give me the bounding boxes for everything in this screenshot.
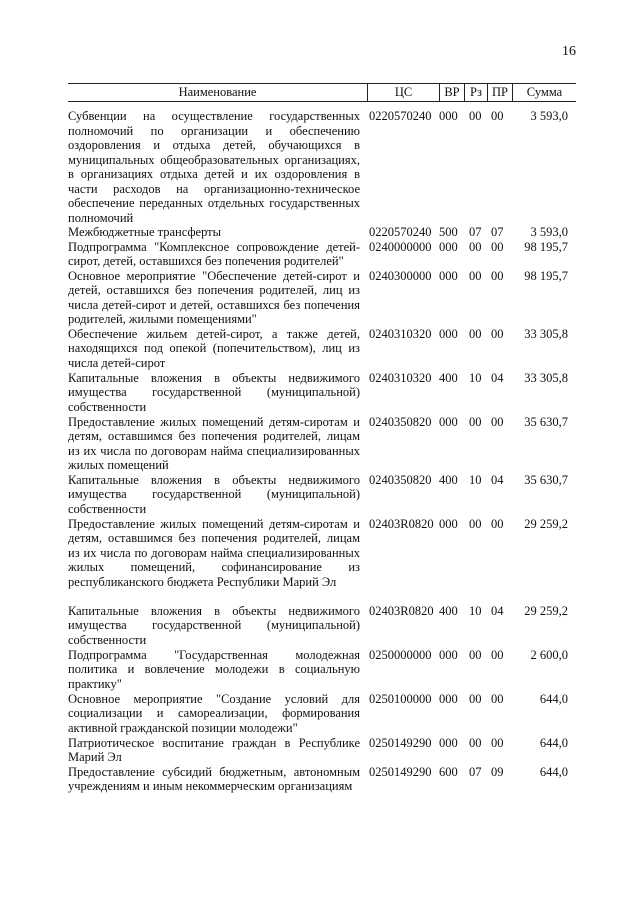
budget-table xyxy=(68,83,576,809)
header-rz: Рз xyxy=(465,84,488,101)
table-row xyxy=(68,473,576,517)
table-row xyxy=(68,517,576,604)
row-cs: 0250149290 xyxy=(369,735,432,750)
row-pr: 09 xyxy=(491,764,504,779)
row-vr: 000 xyxy=(439,647,458,662)
row-sum: 3 593,0 xyxy=(530,109,568,123)
row-cs: 0240350820 xyxy=(369,414,432,429)
row-sum: 33 305,8 xyxy=(524,370,568,385)
row-sum: 29 259,2 xyxy=(524,603,568,618)
table-row xyxy=(68,327,576,371)
row-pr: 00 xyxy=(491,516,504,531)
header-pr: ПР xyxy=(488,84,513,101)
page-number: 16 xyxy=(562,44,576,59)
row-vr: 000 xyxy=(439,414,458,429)
table-row xyxy=(68,269,576,327)
row-rz: 10 xyxy=(469,370,482,385)
row-rz: 00 xyxy=(469,735,482,750)
row-sum: 644,0 xyxy=(539,764,568,779)
row-rz: 07 xyxy=(469,764,482,779)
row-vr: 000 xyxy=(439,239,458,254)
table-row xyxy=(68,225,576,240)
row-rz: 10 xyxy=(469,472,482,487)
row-sum: 35 630,7 xyxy=(524,414,568,429)
row-vr: 400 xyxy=(439,370,458,385)
header-name: Наименование xyxy=(68,84,368,101)
row-cs: 0250000000 xyxy=(369,647,432,662)
row-vr: 400 xyxy=(439,603,458,618)
table-row xyxy=(68,765,576,809)
table-row xyxy=(68,109,576,225)
row-pr: 00 xyxy=(491,239,504,254)
row-cs: 0240310320 xyxy=(369,326,432,341)
row-sum: 98 195,7 xyxy=(524,268,568,283)
table-row xyxy=(68,692,576,736)
row-sum: 35 630,7 xyxy=(524,472,568,487)
row-pr: 00 xyxy=(491,414,504,429)
row-cs: 0240350820 xyxy=(369,472,432,487)
header-sum: Сумма xyxy=(526,85,563,99)
row-name: Основное мероприятие "Создание условий для социализации и самореализации, формирования активной гражданской позиции молодежи" xyxy=(68,691,360,735)
row-vr: 000 xyxy=(439,516,458,531)
row-rz: 10 xyxy=(469,603,482,618)
row-name: Основное мероприятие "Обеспечение детей-сирот и детей, оставшихся без попечения родителей, лиц из числа детей-сирот и детей, оставшихся без попечения родителей, жилыми помещениями" xyxy=(68,268,360,326)
row-name: Межбюджетные трансферты xyxy=(68,225,222,239)
row-sum: 3 593,0 xyxy=(530,225,568,239)
row-cs: 02403R0820 xyxy=(369,516,434,531)
row-pr: 00 xyxy=(491,268,504,283)
row-name: Подпрограмма "Государственная молодежная политика и вовлечение молодежи в социальную практику" xyxy=(68,647,360,691)
table-header xyxy=(68,83,576,102)
row-rz: 00 xyxy=(469,647,482,662)
row-cs: 0240000000 xyxy=(369,239,432,254)
row-name: Обеспечение жильем детей-сирот, а также детей, находящихся под опекой (попечительством), лиц из числа детей-сирот xyxy=(68,326,360,370)
row-cs: 0220570240 xyxy=(369,109,432,123)
row-name: Патриотическое воспитание граждан в Республике Марий Эл xyxy=(68,735,360,764)
row-vr: 600 xyxy=(439,764,458,779)
row-name: Капитальные вложения в объекты недвижимого имущества государственной (муниципальной) собственности xyxy=(68,603,360,647)
header-vr: ВР xyxy=(440,84,465,101)
row-pr: 00 xyxy=(491,691,504,706)
row-sum: 29 259,2 xyxy=(524,516,568,531)
table-row xyxy=(68,736,576,765)
row-cs: 02403R0820 xyxy=(369,603,434,618)
table-row xyxy=(68,415,576,473)
row-pr: 04 xyxy=(491,370,504,385)
row-vr: 000 xyxy=(439,268,458,283)
row-sum: 98 195,7 xyxy=(524,239,568,254)
row-rz: 00 xyxy=(469,239,482,254)
row-rz: 00 xyxy=(469,691,482,706)
row-sum: 33 305,8 xyxy=(524,326,568,341)
row-name: Капитальные вложения в объекты недвижимого имущества государственной (муниципальной) собственности xyxy=(68,370,360,414)
row-cs: 0220570240 xyxy=(369,225,432,239)
row-name: Предоставление субсидий бюджетным, автономным учреждениям и иным некоммерческим организациям xyxy=(68,764,360,793)
row-vr: 000 xyxy=(439,326,458,341)
row-rz: 00 xyxy=(469,326,482,341)
table-row xyxy=(68,648,576,692)
row-rz: 00 xyxy=(469,516,482,531)
row-name: Капитальные вложения в объекты недвижимого имущества государственной (муниципальной) собственности xyxy=(68,472,360,516)
row-pr: 04 xyxy=(491,603,504,618)
row-pr: 00 xyxy=(491,735,504,750)
row-vr: 500 xyxy=(439,225,458,239)
header-cs: ЦС xyxy=(368,84,440,101)
row-rz: 00 xyxy=(469,268,482,283)
table-body xyxy=(68,109,576,809)
row-cs: 0250100000 xyxy=(369,691,432,706)
row-pr: 00 xyxy=(491,647,504,662)
row-pr: 00 xyxy=(491,109,504,123)
row-vr: 000 xyxy=(439,109,458,123)
row-cs: 0250149290 xyxy=(369,764,432,779)
row-rz: 07 xyxy=(469,225,482,239)
row-cs: 0240300000 xyxy=(369,268,432,283)
row-rz: 00 xyxy=(469,414,482,429)
row-name: Субвенции на осуществление государственных полномочий по организации и обеспечению оздоровления и отдыха детей, обучающихся в муниципальных общеобразовательных организациях, в организациях отдыха детей и их оздоровления в части расходов на организационно-техническое обеспечение переданных отдельных государственных полномочий xyxy=(68,109,360,225)
table-row xyxy=(68,240,576,269)
row-name: Подпрограмма "Комплексное сопровождение детей-сирот, детей, оставшихся без попечения родителей" xyxy=(68,239,360,268)
row-rz: 00 xyxy=(469,109,482,123)
table-row xyxy=(68,371,576,415)
row-vr: 000 xyxy=(439,691,458,706)
table-row xyxy=(68,604,576,648)
row-name: Предоставление жилых помещений детям-сиротам и детям, оставшимся без попечения родителей, лицам из их числа по договорам найма специализированных жилых помещений xyxy=(68,414,360,472)
row-sum: 2 600,0 xyxy=(530,647,568,662)
row-name: Предоставление жилых помещений детям-сиротам и детям, оставшимся без попечения родителей, лицам из их числа по договорам найма специализированных жилых помещений, софинансирование из республиканского бюджета Республики Марий Эл xyxy=(68,516,360,589)
row-sum: 644,0 xyxy=(539,691,568,706)
row-pr: 07 xyxy=(491,225,504,239)
row-sum: 644,0 xyxy=(539,735,568,750)
row-cs: 0240310320 xyxy=(369,370,432,385)
row-pr: 04 xyxy=(491,472,504,487)
row-pr: 00 xyxy=(491,326,504,341)
row-vr: 400 xyxy=(439,472,458,487)
row-vr: 000 xyxy=(439,735,458,750)
